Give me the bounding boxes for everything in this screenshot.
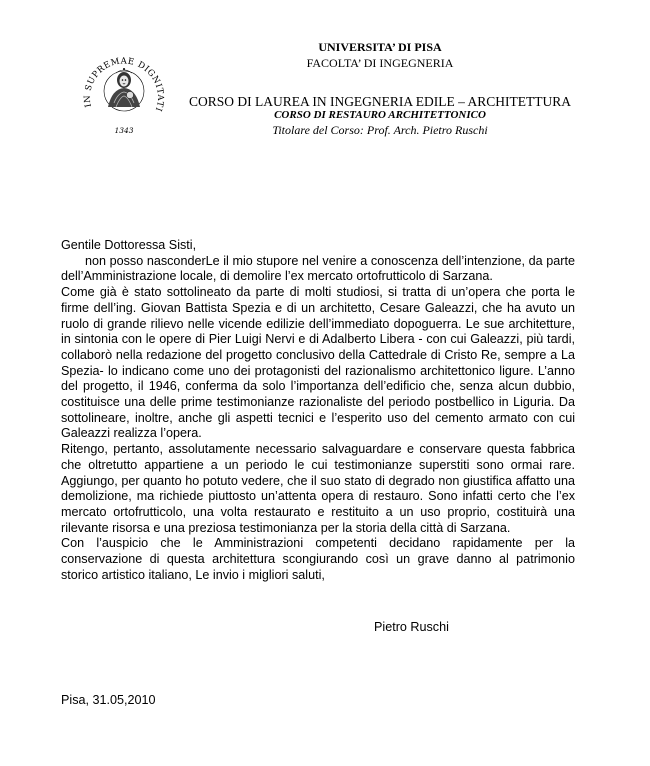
course-holder: Titolare del Corso: Prof. Arch. Pietro Ruschi xyxy=(272,123,488,137)
place-date: Pisa, 31.05,2010 xyxy=(61,693,156,707)
paragraph-1: non posso nasconderLe il mio stupore nel venire a conoscenza dell’intenzione, da parte dell’Amministrazione locale, di demolire l’ex mercato ortofrutticolo di Sarzana. xyxy=(61,253,575,284)
course-name: CORSO DI LAUREA IN INGEGNERIA EDILE – ARCHITETTURA xyxy=(188,94,572,109)
subcourse-name: CORSO DI RESTAURO ARCHITETTONICO xyxy=(274,109,486,121)
paragraph-4: Con l’auspicio che le Amministrazioni competenti decidano rapidamente per la conservazione di questa architettura scongiurando così un grave danno al patrimonio storico artistico italiano, Le invio i migliori saluti, xyxy=(61,536,575,582)
paragraph-3: Ritengo, pertanto, assolutamente necessario salvaguardare e conservare questa fabbrica che oltretutto appartiene a un periodo le cui testimonianze superstiti sono ormai rare. Aggiungo, per quanto ho potuto vedere, che il suo stato di degrado non giustifica affatto una demolizione, ma richiede piuttosto un’attenta opera di restauro. Sono infatti certo che l’ex mercato ortofrutticolo, una volta restaurato e restituito a un uso proprio, costituirà una rilevante risorsa e una preziosa testimonianza per la storia della città di Sarzana. xyxy=(61,442,575,535)
signature: Pietro Ruschi xyxy=(374,620,449,634)
letterhead xyxy=(0,0,650,140)
svg-text:1343: 1343 xyxy=(114,126,134,135)
faculty-name: FACOLTA’ DI INGEGNERIA xyxy=(306,56,454,70)
university-name: UNIVERSITA’ DI PISA xyxy=(318,40,442,54)
salutation: Gentile Dottoressa Sisti, xyxy=(61,238,197,252)
letter-body xyxy=(61,238,575,583)
svg-text:IN SUPREMAE DIGNITATIS: IN SUPREMAE DIGNITATI xyxy=(82,56,166,113)
paragraph-2: Come già è stato sottolineato da parte di molti studiosi, si tratta di un’opera che porta le firme dell’ing. Giovan Battista Spezia e di un architetto, Cesare Galeazzi, che ha avuto un ruolo di grande rilievo nelle vicende edilizie dell’immediato dopoguerra. Le sue architetture, in sintonia con le opere di Pier Luigi Nervi e di Adalberto Libera - con cui Galeazzi, più tardi, collaborò nella redazione del progetto conclusivo della Cattedrale di Cristo Re, sempre a La Spezia- lo indicano come uno dei protagonisti del razionalismo architettonico ligure. L’anno del progetto, il 1946, conferma da solo l’importanza dell’edificio che, senza alcun dubbio, costituisce una delle prime testimonianze razionaliste del periodo postbellico in Liguria. Da sottolineare, inoltre, anche gli aspetti tecnici e l’esperito uso del cemento armato con cui Galeazzi realizza l’opera. xyxy=(61,285,575,441)
